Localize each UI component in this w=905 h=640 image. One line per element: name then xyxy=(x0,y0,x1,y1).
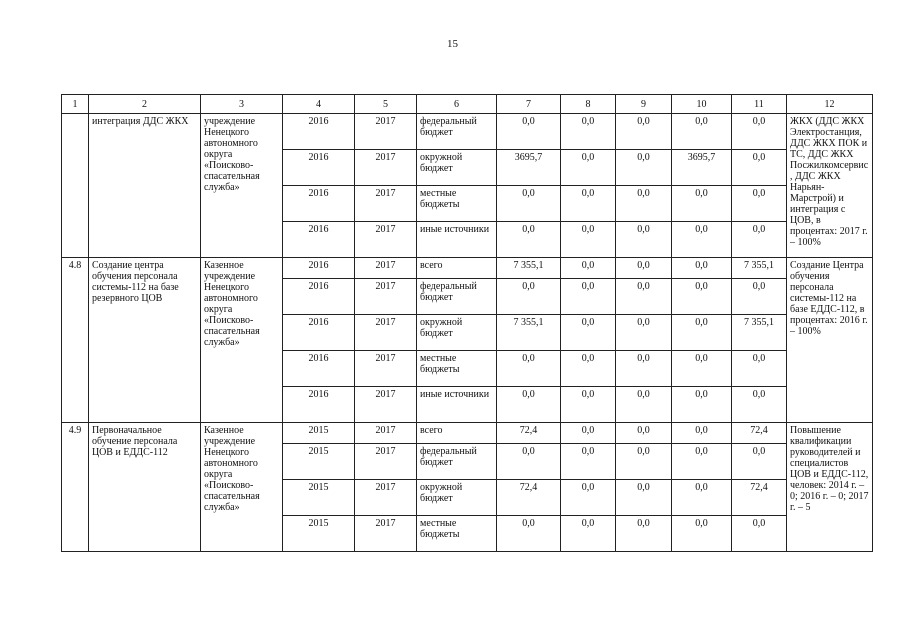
expected-result: ЖКХ (ДДС ЖКХ Электростанция, ДДС ЖКХ ПОК и ТС, ДДС ЖКХ Посжилкомсервис, ДДС ЖКХ Нарьян-Марстрой) и интеграция с ЦОВ, в процентах: 2017 г. – 100% xyxy=(787,114,873,258)
start-year: 2016 xyxy=(283,315,355,351)
page-number: 15 xyxy=(447,38,458,50)
value-total: 0,0 xyxy=(497,114,561,150)
value-total: 7 355,1 xyxy=(497,315,561,351)
value-col8: 0,0 xyxy=(561,423,616,444)
value-col10: 0,0 xyxy=(672,186,732,222)
end-year: 2017 xyxy=(355,186,417,222)
end-year: 2017 xyxy=(355,279,417,315)
funding-source: федеральный бюджет xyxy=(417,279,497,315)
row-number: 4.8 xyxy=(62,258,89,423)
funding-source: федеральный бюджет xyxy=(417,114,497,150)
start-year: 2016 xyxy=(283,258,355,279)
value-col11: 0,0 xyxy=(732,222,787,258)
header-cell: 5 xyxy=(355,95,417,114)
value-col9: 0,0 xyxy=(616,258,672,279)
start-year: 2016 xyxy=(283,114,355,150)
funding-source: местные бюджеты xyxy=(417,186,497,222)
value-col8: 0,0 xyxy=(561,186,616,222)
value-col10: 0,0 xyxy=(672,114,732,150)
value-total: 72,4 xyxy=(497,423,561,444)
end-year: 2017 xyxy=(355,423,417,444)
value-col8: 0,0 xyxy=(561,444,616,480)
measure-name: Первоначальное обучение персонала ЦОВ и ЕДДС-112 xyxy=(89,423,201,552)
table-row xyxy=(62,114,873,150)
start-year: 2015 xyxy=(283,516,355,552)
value-col9: 0,0 xyxy=(616,114,672,150)
measure-name: Создание центра обучения персонала системы-112 на базе резервного ЦОВ xyxy=(89,258,201,423)
value-total: 0,0 xyxy=(497,222,561,258)
value-col9: 0,0 xyxy=(616,387,672,423)
value-total: 0,0 xyxy=(497,186,561,222)
header-cell: 1 xyxy=(62,95,89,114)
start-year: 2016 xyxy=(283,150,355,186)
value-col10: 0,0 xyxy=(672,279,732,315)
program-table xyxy=(61,94,873,552)
end-year: 2017 xyxy=(355,315,417,351)
funding-source: иные источники xyxy=(417,222,497,258)
value-col8: 0,0 xyxy=(561,387,616,423)
value-col9: 0,0 xyxy=(616,480,672,516)
value-total: 72,4 xyxy=(497,480,561,516)
value-col8: 0,0 xyxy=(561,351,616,387)
value-col9: 0,0 xyxy=(616,222,672,258)
value-col10: 0,0 xyxy=(672,258,732,279)
expected-result: Повышение квалификации руководителей и специалистов ЦОВ и ЕДДС-112, человек: 2014 г. – 0; 2016 г. – 0; 2017 г. – 5 xyxy=(787,423,873,552)
header-cell: 10 xyxy=(672,95,732,114)
value-col9: 0,0 xyxy=(616,279,672,315)
value-col11: 72,4 xyxy=(732,423,787,444)
value-col10: 0,0 xyxy=(672,516,732,552)
start-year: 2016 xyxy=(283,222,355,258)
executor-name: Казенное учреждение Ненецкого автономного округа «Поисково-спасательная служба» xyxy=(201,423,283,552)
value-col8: 0,0 xyxy=(561,258,616,279)
value-col11: 0,0 xyxy=(732,150,787,186)
value-total: 0,0 xyxy=(497,516,561,552)
header-cell: 12 xyxy=(787,95,873,114)
value-col10: 3695,7 xyxy=(672,150,732,186)
value-col10: 0,0 xyxy=(672,480,732,516)
value-col8: 0,0 xyxy=(561,315,616,351)
funding-source: федеральный бюджет xyxy=(417,444,497,480)
table-row xyxy=(62,258,873,279)
funding-source: иные источники xyxy=(417,387,497,423)
value-total: 7 355,1 xyxy=(497,258,561,279)
funding-source: окружной бюджет xyxy=(417,480,497,516)
value-total: 3695,7 xyxy=(497,150,561,186)
value-col10: 0,0 xyxy=(672,444,732,480)
value-col11: 7 355,1 xyxy=(732,315,787,351)
table-row xyxy=(62,423,873,444)
funding-source: всего xyxy=(417,423,497,444)
executor-name: Казенное учреждение Ненецкого автономного округа «Поисково-спасательная служба» xyxy=(201,258,283,423)
start-year: 2016 xyxy=(283,351,355,387)
start-year: 2016 xyxy=(283,186,355,222)
value-col11: 0,0 xyxy=(732,186,787,222)
value-total: 0,0 xyxy=(497,279,561,315)
row-number: 4.9 xyxy=(62,423,89,552)
value-col11: 0,0 xyxy=(732,351,787,387)
value-col10: 0,0 xyxy=(672,423,732,444)
row-number xyxy=(62,114,89,258)
value-col8: 0,0 xyxy=(561,150,616,186)
end-year: 2017 xyxy=(355,150,417,186)
end-year: 2017 xyxy=(355,480,417,516)
end-year: 2017 xyxy=(355,351,417,387)
value-col11: 7 355,1 xyxy=(732,258,787,279)
end-year: 2017 xyxy=(355,516,417,552)
end-year: 2017 xyxy=(355,387,417,423)
value-col9: 0,0 xyxy=(616,315,672,351)
header-cell: 3 xyxy=(201,95,283,114)
value-col10: 0,0 xyxy=(672,387,732,423)
funding-source: местные бюджеты xyxy=(417,516,497,552)
value-total: 0,0 xyxy=(497,444,561,480)
value-col10: 0,0 xyxy=(672,351,732,387)
header-cell: 2 xyxy=(89,95,201,114)
value-col9: 0,0 xyxy=(616,186,672,222)
start-year: 2015 xyxy=(283,480,355,516)
value-col11: 0,0 xyxy=(732,387,787,423)
executor-name: учреждение Ненецкого автономного округа «Поисково-спасательная служба» xyxy=(201,114,283,258)
end-year: 2017 xyxy=(355,222,417,258)
value-col8: 0,0 xyxy=(561,516,616,552)
header-cell: 9 xyxy=(616,95,672,114)
end-year: 2017 xyxy=(355,444,417,480)
value-col11: 72,4 xyxy=(732,480,787,516)
funding-source: местные бюджеты xyxy=(417,351,497,387)
value-col9: 0,0 xyxy=(616,444,672,480)
value-col11: 0,0 xyxy=(732,516,787,552)
value-col9: 0,0 xyxy=(616,351,672,387)
start-year: 2015 xyxy=(283,423,355,444)
value-col9: 0,0 xyxy=(616,150,672,186)
value-col9: 0,0 xyxy=(616,423,672,444)
measure-name: интеграция ДДС ЖКХ xyxy=(89,114,201,258)
value-total: 0,0 xyxy=(497,351,561,387)
header-cell: 7 xyxy=(497,95,561,114)
value-col8: 0,0 xyxy=(561,114,616,150)
value-col10: 0,0 xyxy=(672,222,732,258)
value-col10: 0,0 xyxy=(672,315,732,351)
end-year: 2017 xyxy=(355,114,417,150)
value-col9: 0,0 xyxy=(616,516,672,552)
funding-source: окружной бюджет xyxy=(417,315,497,351)
value-total: 0,0 xyxy=(497,387,561,423)
start-year: 2015 xyxy=(283,444,355,480)
funding-source: окружной бюджет xyxy=(417,150,497,186)
header-cell: 11 xyxy=(732,95,787,114)
value-col8: 0,0 xyxy=(561,279,616,315)
value-col11: 0,0 xyxy=(732,279,787,315)
funding-source: всего xyxy=(417,258,497,279)
value-col8: 0,0 xyxy=(561,480,616,516)
header-cell: 4 xyxy=(283,95,355,114)
end-year: 2017 xyxy=(355,258,417,279)
value-col11: 0,0 xyxy=(732,444,787,480)
header-row xyxy=(62,95,873,114)
header-cell: 8 xyxy=(561,95,616,114)
expected-result: Создание Центра обучения персонала системы-112 на базе ЕДДС-112, в процентах: 2016 г. – 100% xyxy=(787,258,873,423)
value-col8: 0,0 xyxy=(561,222,616,258)
value-col11: 0,0 xyxy=(732,114,787,150)
start-year: 2016 xyxy=(283,387,355,423)
start-year: 2016 xyxy=(283,279,355,315)
header-cell: 6 xyxy=(417,95,497,114)
